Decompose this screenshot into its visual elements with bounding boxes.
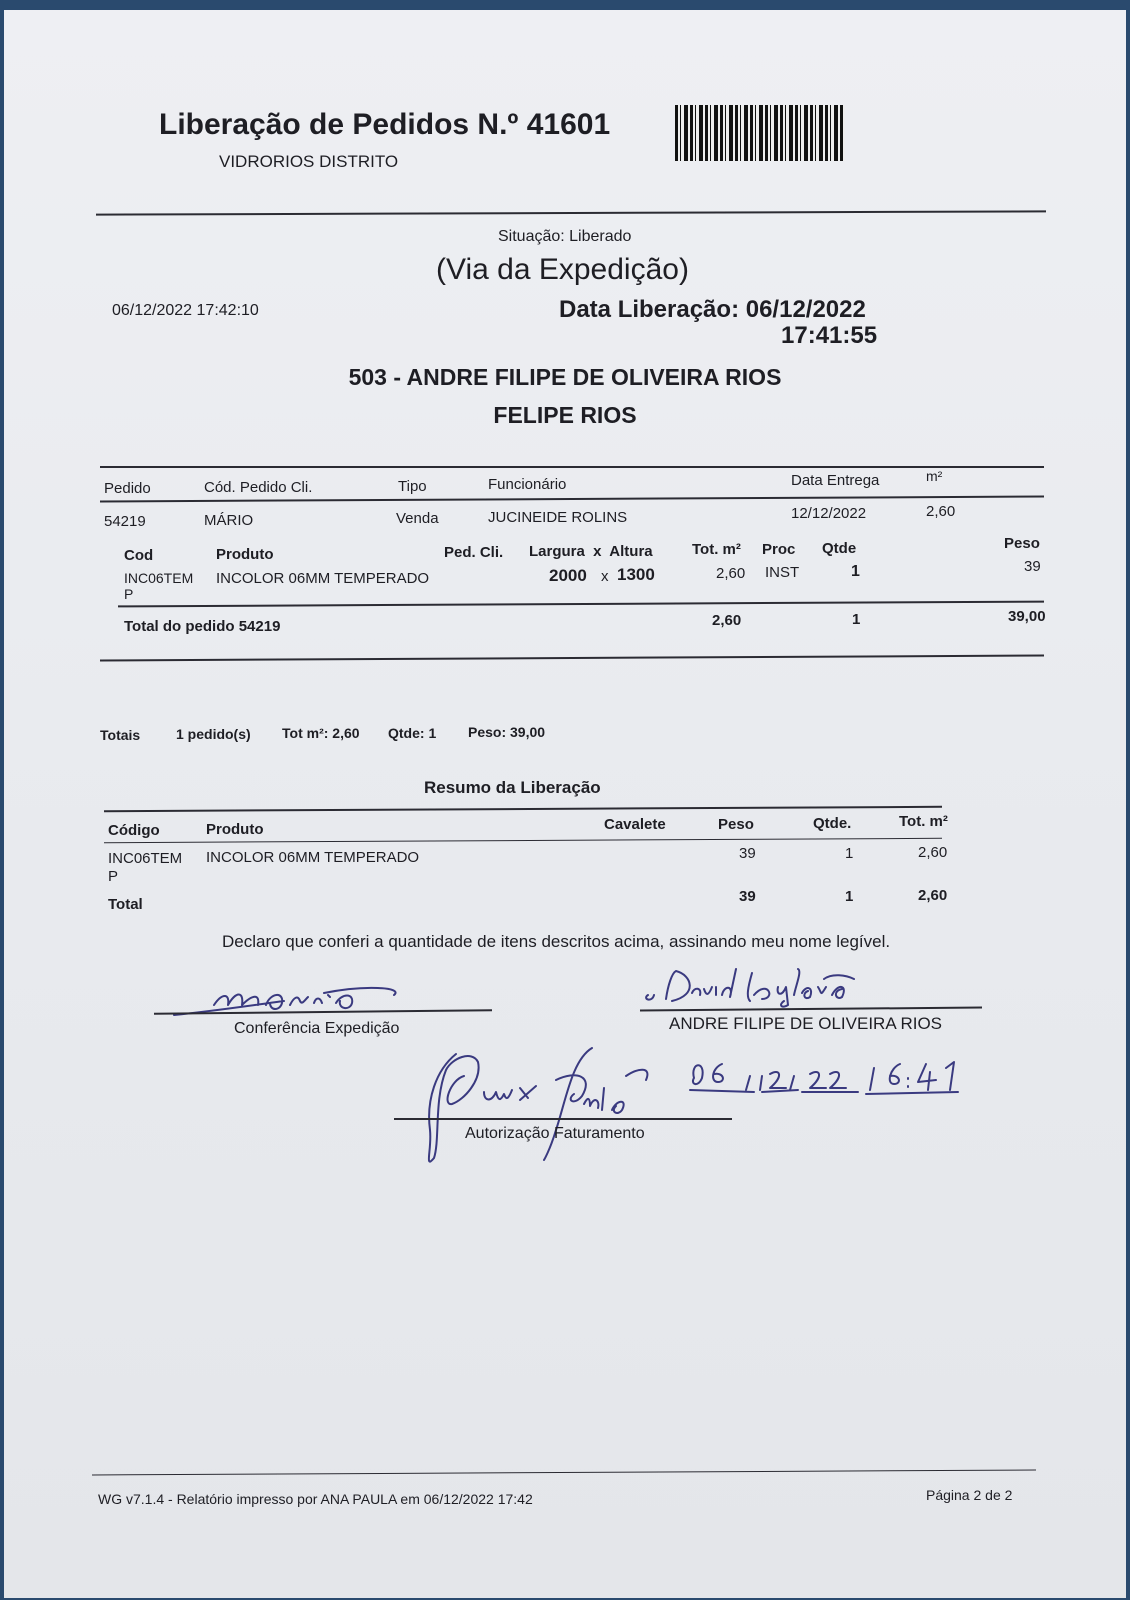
item-header-cod: Cod: [124, 547, 154, 564]
summary-total-qtde: 1: [845, 888, 854, 905]
order-total-label: Total do pedido 54219: [124, 618, 281, 635]
summary-header-codigo: Código: [108, 822, 160, 839]
summary-codigo-line1: INC06TEM: [108, 850, 183, 867]
col-header-tipo: Tipo: [398, 478, 427, 495]
client-name: 503 - ANDRE FILIPE DE OLIVEIRA RIOS: [348, 364, 782, 390]
col-header-pedido: Pedido: [104, 480, 151, 497]
item-header-produto: Produto: [216, 546, 274, 563]
order-tipo: Venda: [396, 510, 439, 527]
release-date: Data Liberação: 06/12/2022: [559, 296, 866, 323]
summary-header-divider: [104, 838, 942, 843]
summary-header-peso: Peso: [718, 816, 754, 833]
totals-pedidos: 1 pedido(s): [176, 726, 251, 742]
order-total-tot-m2: 2,60: [712, 612, 742, 629]
col-header-data-entrega: Data Entrega: [791, 472, 880, 489]
declaration-sentence: Declaro que conferi a quantidade de itens descritos acima, assinando meu nome legível.: [222, 932, 891, 951]
totals-label: Totais: [100, 727, 141, 743]
summary-header-cavalete: Cavalete: [604, 816, 666, 833]
copy-label: (Via da Expedição): [436, 253, 689, 286]
summary-header-tot-m2: Tot. m²: [899, 813, 948, 830]
item-header-ped-cli: Ped. Cli.: [444, 544, 504, 561]
release-time: 17:41:55: [781, 322, 878, 349]
summary-header-produto: Produto: [206, 821, 264, 838]
document-title: Liberação de Pedidos N.º 41601: [159, 108, 611, 141]
order-table-bottom-border: [100, 655, 1044, 662]
order-table-top-border: [100, 466, 1044, 468]
order-total-qtde: 1: [852, 611, 861, 628]
summary-title: Resumo da Liberação: [424, 778, 601, 797]
item-altura: 1300: [617, 565, 655, 584]
item-x: x: [601, 568, 609, 585]
summary-peso: 39: [739, 845, 756, 862]
footer-page-number: Página 2 de 2: [926, 1487, 1013, 1503]
item-tot-m2: 2,60: [716, 565, 746, 582]
col-header-cod-pedido-cli: Cód. Pedido Cli.: [204, 479, 313, 496]
barcode: [675, 105, 845, 161]
summary-total-peso: 39: [739, 888, 756, 905]
item-header-peso: Peso: [1004, 535, 1040, 552]
signature-client: [642, 965, 862, 1010]
item-largura: 2000: [549, 566, 587, 585]
footer-printed-by: WG v7.1.4 - Relatório impresso por ANA PAULA em 06/12/2022 17:42: [98, 1491, 533, 1507]
order-cod-pedido-cli: MÁRIO: [204, 512, 254, 529]
totals-tot-m2: Tot m²: 2,60: [282, 725, 360, 741]
summary-codigo-line2: P: [108, 868, 119, 885]
order-header-divider: [100, 496, 1044, 503]
header-divider: [96, 210, 1046, 215]
order-pedido: 54219: [104, 513, 146, 530]
item-header-qtde: Qtde: [822, 540, 857, 557]
order-data-entrega: 12/12/2022: [791, 505, 867, 522]
signature-autorizacao: [416, 1040, 656, 1166]
declaration-text: [222, 932, 890, 952]
col-header-funcionario: Funcionário: [488, 476, 567, 493]
handwritten-date: [690, 1052, 970, 1100]
item-header-tot-m2: Tot. m²: [692, 541, 741, 558]
order-funcionario: JUCINEIDE ROLINS: [488, 509, 628, 526]
autorizacao-signature-line: [394, 1118, 732, 1120]
signature-mario: [174, 975, 414, 1025]
summary-header-qtde: Qtde.: [813, 815, 852, 832]
summary-total-label: Total: [108, 896, 143, 913]
summary-top-border: [104, 806, 942, 812]
item-header-largura-altura: Largura x Altura: [529, 543, 653, 560]
item-produto: INCOLOR 06MM TEMPERADO: [216, 570, 430, 587]
document-page: [4, 10, 1126, 1598]
order-total-divider: [118, 601, 1044, 608]
summary-qtde: 1: [845, 845, 854, 862]
footer-divider: [92, 1470, 1036, 1476]
summary-tot-m2: 2,60: [918, 844, 948, 861]
summary-produto: INCOLOR 06MM TEMPERADO: [206, 849, 420, 866]
situation-label: Situação: Liberado: [498, 228, 632, 245]
item-qtde: 1: [851, 563, 860, 580]
client-signature-name: ANDRE FILIPE DE OLIVEIRA RIOS: [669, 1014, 943, 1033]
order-total-peso: 39,00: [1008, 608, 1046, 625]
totals-peso: Peso: 39,00: [468, 724, 546, 740]
summary-total-tot-m2: 2,60: [918, 887, 948, 904]
totals-qtde: Qtde: 1: [388, 725, 437, 741]
item-header-proc: Proc: [762, 541, 796, 558]
order-m2: 2,60: [926, 503, 956, 520]
item-cod-line2: P: [124, 586, 134, 602]
conferencia-label: Conferência Expedição: [234, 1020, 400, 1037]
client-nickname: FELIPE RIOS: [493, 402, 637, 428]
item-cod-line1: INC06TEM: [124, 570, 194, 586]
company-name: VIDRORIOS DISTRITO: [219, 152, 399, 171]
print-datetime: 06/12/2022 17:42:10: [112, 302, 259, 319]
autorizacao-label: Autorização Faturamento: [465, 1125, 645, 1142]
item-peso: 39: [1024, 558, 1041, 575]
item-proc: INST: [765, 564, 800, 581]
col-header-m2: m²: [926, 468, 943, 484]
